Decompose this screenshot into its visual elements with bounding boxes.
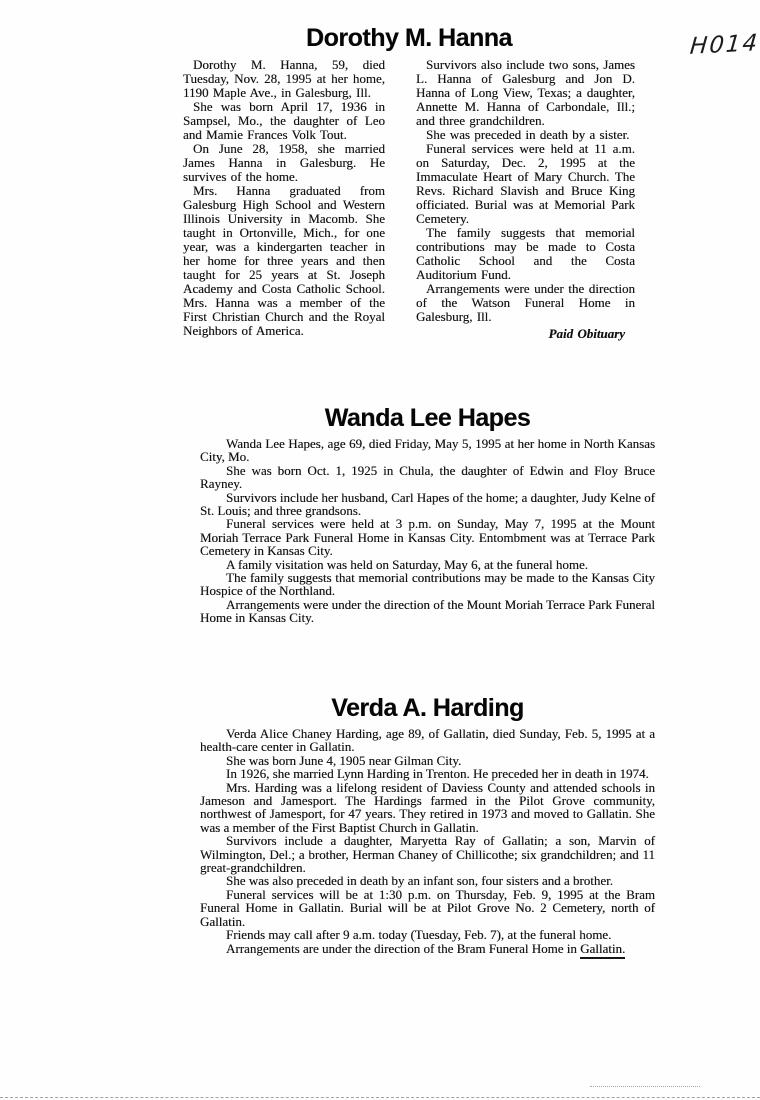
- obituary-paragraph: Survivors include a daughter, Maryetta Ray of Gallatin; a son, Marvin of Wilmington, Del.; a brother, Herman Chaney of Chillicothe; six grandchildren; and 11 great-grandchildren.: [200, 833, 655, 876]
- obituary-paragraph: Verda Alice Chaney Harding, age 89, of Gallatin, died Sunday, Feb. 5, 1995 at a health-care center in Gallatin.: [200, 726, 655, 755]
- obituary-paragraph: Mrs. Harding was a lifelong resident of Daviess County and attended schools in Jameson and Jamesport. The Hardings farmed in the Pilot Grove community, northwest of Jamesport, for 47 years. They retired in 1973 and moved to Gallatin. She was a member of the First Baptist Church in Gallatin.: [200, 779, 655, 835]
- closing-text: Arrangements are under the direction of the Bram Funeral Home in: [226, 940, 577, 956]
- obituary-body: [200, 437, 655, 625]
- obituary-paragraph: She was also preceded in death by an infant son, four sisters and a brother.: [226, 873, 614, 889]
- scan-artifact-speck: [590, 1086, 700, 1087]
- obituary-title: Dorothy M. Hanna: [306, 24, 512, 52]
- obituary-paragraph: She was born June 4, 1905 near Gilman City.: [226, 752, 462, 768]
- obituary-wanda-hapes: [200, 404, 655, 625]
- obituary-closing-paragraph: [200, 942, 655, 955]
- obituary-dorothy-hanna: [183, 24, 635, 341]
- obituary-paragraph: Funeral services were held at 3 p.m. on Sunday, May 7, 1995 at the Mount Moriah Terrace Park Funeral Home in Kansas City. Entombment was at Terrace Park Cemetery in Kansas City.: [200, 516, 655, 559]
- obituary-paragraph: Mrs. Hanna graduated from Galesburg High School and Western Illinois University in Macomb. She taught in Ortonville, Mich., for one year, was a kindergarten teacher in her home for three years and then taught for 25 years at St. Joseph Academy and Costa Catholic School. Mrs. Hanna was a member of the First Christian Church and the Royal Neighbors of America.: [183, 183, 385, 338]
- obituary-right-column: [416, 58, 635, 341]
- obituary-paragraph: On June 28, 1958, she married James Hanna in Galesburg. He survives of the home.: [183, 141, 385, 184]
- underlined-word: Gallatin.: [580, 941, 625, 959]
- obituary-paragraph: Survivors include her husband, Carl Hapes of the home; a daughter, Judy Kelne of St. Louis; and three grandsons.: [200, 489, 655, 519]
- obituary-left-column: [183, 58, 385, 341]
- scan-artifact-line: [0, 1097, 760, 1098]
- obituary-paragraph: Funeral services will be at 1:30 p.m. on Thursday, Feb. 9, 1995 at the Bram Funeral Home in Gallatin. Burial will be at Pilot Grove No. 2 Cemetery, north of Gallatin.: [200, 886, 655, 929]
- paid-obituary-byline: Paid Obituary: [548, 326, 625, 341]
- obituary-paragraph: The family suggests that memorial contributions may be made to Costa Catholic School and the Costa Auditorium Fund.: [416, 225, 635, 282]
- obituary-paragraph: A family visitation was held on Saturday, May 6, at the funeral home.: [226, 556, 588, 572]
- obituary-title: Wanda Lee Hapes: [324, 404, 531, 432]
- obituary-paragraph: Survivors also include two sons, James L. Hanna of Galesburg and Jon D. Hanna of Long View, Texas; a daughter, Annette M. Hanna of Carbondale, Ill.; and three grandchildren.: [416, 57, 635, 128]
- obituary-paragraph: Arrangements were under the direction of the Mount Moriah Terrace Park Funeral Home in Kansas City.: [200, 596, 655, 626]
- obituary-paragraph: Friends may call after 9 a.m. today (Tuesday, Feb. 7), at the funeral home.: [226, 927, 612, 943]
- obituary-body: [200, 727, 655, 955]
- obituary-title: Verda A. Harding: [331, 694, 524, 722]
- obituary-paragraph: The family suggests that memorial contributions may be made to the Kansas City Hospice of the Northland.: [200, 570, 655, 599]
- obituary-paragraph: She was born Oct. 1, 1925 in Chula, the daughter of Edwin and Floy Bruce Rayney.: [200, 462, 655, 492]
- handwritten-page-code: H014: [688, 30, 760, 60]
- obituary-paragraph: Arrangements were under the direction of the Watson Funeral Home in Galesburg, Ill.: [416, 281, 635, 324]
- obituary-paragraph: She was preceded in death by a sister.: [426, 127, 630, 142]
- obituary-columns: [183, 58, 635, 341]
- obituary-paragraph: Dorothy M. Hanna, 59, died Tuesday, Nov. 28, 1995 at her home, 1190 Maple Ave., in Galesburg, Ill.: [183, 57, 385, 100]
- obituary-paragraph: In 1926, she married Lynn Harding in Trenton. He preceded her in death in 1974.: [226, 766, 649, 782]
- obituary-verda-harding: [200, 694, 655, 955]
- obituary-paragraph: Funeral services were held at 11 a.m. on Saturday, Dec. 2, 1995 at the Immaculate Heart of Mary Church. The Revs. Richard Slavish and Bruce King officiated. Burial was at Memorial Park Cemetery.: [416, 141, 635, 226]
- obituary-paragraph: Wanda Lee Hapes, age 69, died Friday, May 5, 1995 at her home in North Kansas City, Mo.: [200, 436, 655, 465]
- obituary-paragraph: She was born April 17, 1936 in Sampsel, Mo., the daughter of Leo and Mamie Frances Volk Tout.: [183, 99, 385, 142]
